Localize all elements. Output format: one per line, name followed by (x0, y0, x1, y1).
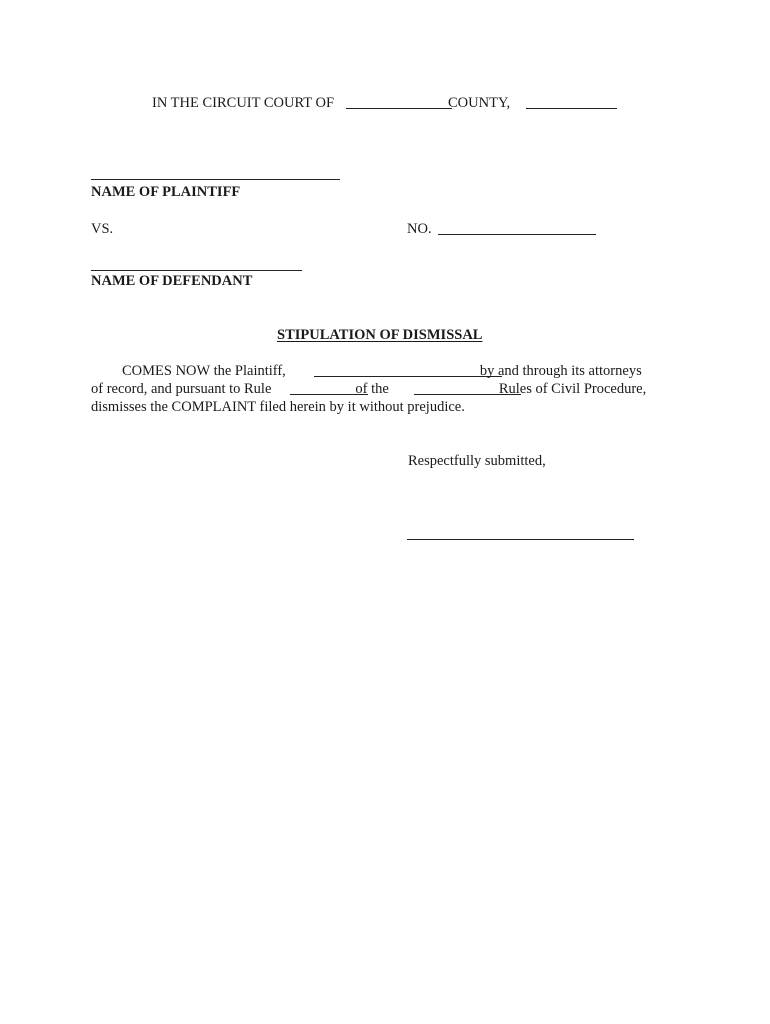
plaintiff-name-line (91, 179, 340, 180)
plaintiff-label: NAME OF PLAINTIFF (91, 184, 241, 200)
body-line-3: dismisses the COMPLAINT filed herein by it without prejudice. (91, 399, 465, 415)
court-county-label: COUNTY, (448, 95, 511, 111)
case-number-label: NO. (407, 221, 432, 237)
body-line-2-end: Rules of Civil Procedure, (498, 381, 647, 397)
signature-line (407, 539, 634, 540)
rule-number-blank (290, 394, 368, 395)
defendant-name-line (91, 270, 302, 271)
case-number-blank (438, 234, 596, 235)
body-line-1 (122, 362, 642, 380)
body-line-1-end: by and through its attorneys (479, 363, 642, 379)
versus-label: VS. (91, 221, 114, 237)
state-rules-blank (414, 394, 521, 395)
body-line-2-start: of record, and pursuant to Rule (91, 381, 272, 397)
body-line-2-middle: of the (355, 381, 389, 397)
closing-text: Respectfully submitted, (408, 453, 546, 469)
defendant-label: NAME OF DEFENDANT (91, 273, 253, 289)
body-line-1-start: COMES NOW the Plaintiff, (122, 363, 286, 379)
court-name-blank (346, 108, 452, 109)
court-prefix: IN THE CIRCUIT COURT OF (152, 95, 335, 111)
document-title: STIPULATION OF DISMISSAL (277, 327, 483, 343)
plaintiff-name-blank (314, 376, 502, 377)
state-name-blank (526, 108, 617, 109)
court-heading (152, 94, 510, 112)
body-line-2 (91, 380, 646, 398)
